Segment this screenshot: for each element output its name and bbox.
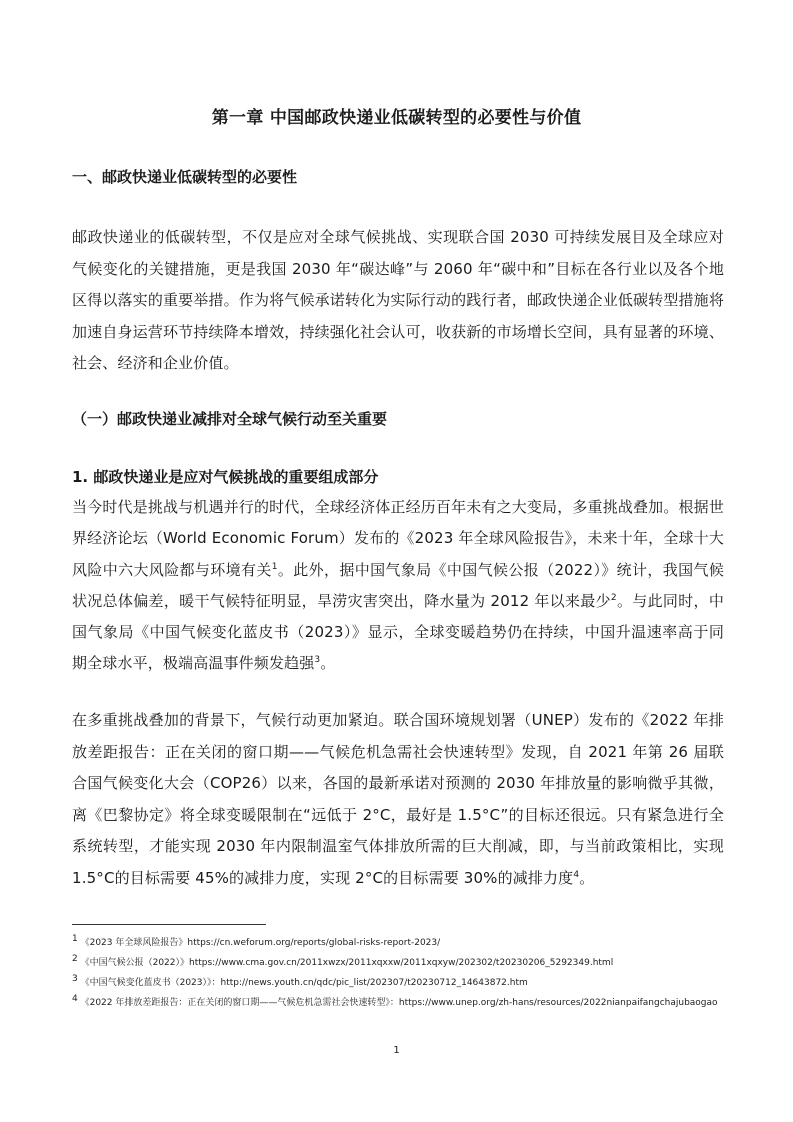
- paragraph-3-text-a: 在多重挑战叠加的背景下，气候行动更加紧迫。联合国环境规划署（UNEP）发布的《2022 年排放差距报告：正在关闭的窗口期——气候危机急需社会快速转型》发现，自 2021 年第 26 届联合国气候变化大会（COP26）以来，各国的最新承诺对预测的 2030 年排放量的影响微乎其微，离《巴黎协定》将全球变暖限制在“远低于 2°C，最好是 1.5°C”的目标还很远。只有紧急进行全系统转型，才能实现 2030 年内限制温室气体排放所需的巨大削减，即，与当前政策相比，实现 1.5°C的目标需要 45%的减排力度，实现 2°C的目标需要 30%的减排力度: [72, 711, 724, 887]
- section-heading-3: 1. 邮政快递业是应对气候挑战的重要组成部分: [72, 468, 379, 486]
- footnote-4-text[interactable]: 《2022 年排放差距报告：正在关闭的窗口期——气候危机急需社会快速转型》：https://www.unep.org/zh-hans/resources/2022nianpaifangchajubaogao: [80, 998, 718, 1008]
- footnote-ref-3[interactable]: 3: [314, 655, 321, 666]
- footnote-2-text[interactable]: 《中国气候公报（2022）》https://www.cma.gov.cn/2011xwzx/2011xqxxw/2011xqxyw/202302/t20230206_5292349.html: [80, 958, 614, 968]
- footnote-ref-4[interactable]: 4: [573, 869, 580, 880]
- paragraph-3-text-b: 。: [579, 868, 595, 887]
- paragraph-2-text-d: 。: [320, 654, 336, 673]
- footnote-3-number: 3: [72, 974, 78, 984]
- section-heading-1: 一、邮政快递业低碳转型的必要性: [72, 168, 298, 186]
- footnote-ref-2[interactable]: 2: [610, 592, 617, 603]
- section-heading-2: （一）邮政快递业减排对全球气候行动至关重要: [72, 410, 388, 428]
- footnote-3: [72, 973, 732, 993]
- footnote-1-number: 1: [72, 934, 78, 944]
- footnote-4: [72, 993, 732, 1013]
- paragraph-2-text-a: 当今时代是挑战与机遇并行的时代，全球经济体正经历百年未有之大变局，多重挑战叠加。根据世界经济论坛（World Economic Forum）发布的《2023 年全球风险报告》，未来十年，全球十大风险中六大风险都与环境有关: [72, 498, 724, 579]
- chapter-title: 第一章 中国邮政快递业低碳转型的必要性与价值: [211, 108, 582, 128]
- paragraph-3: [72, 705, 724, 894]
- footnote-3-text[interactable]: 《中国气候变化蓝皮书（2023）》：http://news.youth.cn/qdc/pic_list/202307/t20230712_14643872.htm: [80, 978, 528, 988]
- footnote-2: [72, 953, 732, 973]
- paragraph-2-text-b: 。此外，据中国气象局《中国气候公报（2022）》统计，我国气候状况总体偏差，暖干气候特征明显，旱涝灾害突出，降水量为 2012 年以来最少: [72, 560, 725, 610]
- footnote-2-number: 2: [72, 954, 78, 964]
- page-number: 1: [393, 1045, 400, 1056]
- paragraph-2: [72, 492, 724, 680]
- paragraph-2-text-c: 。与此同时，中国气象局《中国气候变化蓝皮书（2023）》显示，全球变暖趋势仍在持续，中国升温速率高于同期全球水平，极端高温事件频发趋强: [72, 591, 724, 673]
- footnote-ref-1[interactable]: 1: [271, 561, 278, 572]
- paragraph-1: 邮政快递业的低碳转型，不仅是应对全球气候挑战、实现联合国 2030 可持续发展目及全球应对气候变化的关键措施，更是我国 2030 年“碳达峰”与 2060 年“碳中和”目标在各行业以及各个地区得以落实的重要举措。作为将气候承诺转化为实际行动的践行者，邮政快递企业低碳转型措施将加速自身运营环节持续降本增效，持续强化社会认可，收获新的市场增长空间，具有显著的环境、社会、经济和企业价值。: [72, 228, 724, 372]
- footnote-divider: [72, 924, 266, 925]
- footnote-1: [72, 933, 732, 953]
- footnote-1-text[interactable]: 《2023 年全球风险报告》https://cn.weforum.org/reports/global-risks-report-2023/: [80, 938, 441, 948]
- footnote-4-number: 4: [72, 994, 78, 1004]
